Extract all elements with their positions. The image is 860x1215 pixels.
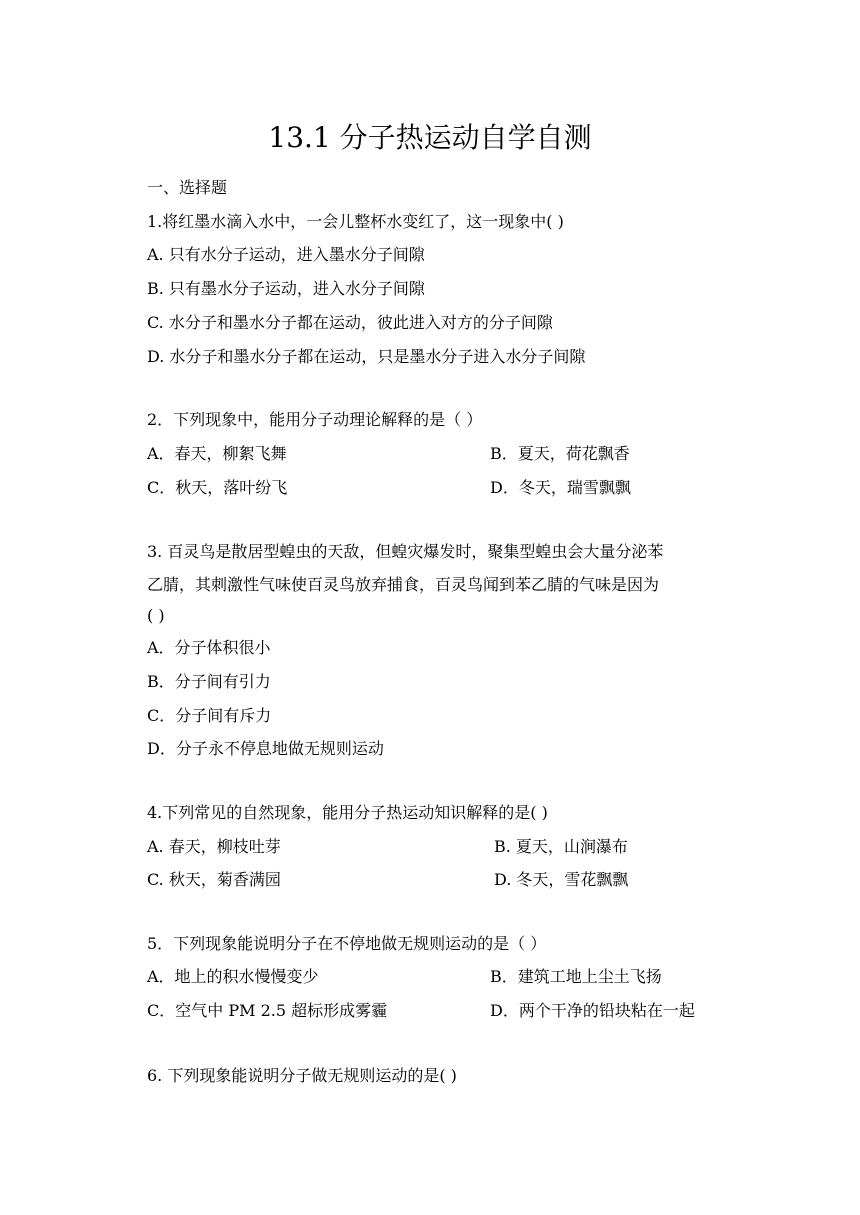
question-5-option-a: A．地上的积水慢慢变少 [147,967,319,986]
page-title: 13.1 分子热运动自学自测 [268,121,592,154]
question-2-stem: 2．下列现象中，能用分子动理论解释的是（ ） [147,410,483,429]
question-3-option-d: D．分子永不停息地做无规则运动 [147,739,384,758]
question-3-option-a: A．分子体积很小 [147,638,271,657]
question-5-option-c: C．空气中 PM 2.5 超标形成雾霾 [147,1001,388,1020]
question-3-option-c: C．分子间有斥力 [147,706,272,725]
question-3-stem-line-1: 3. 百灵鸟是散居型蝗虫的天敌，但蝗灾爆发时，聚集型蝗虫会大量分泌苯 [147,542,664,561]
question-1-option-b: B. 只有墨水分子运动，进入水分子间隙 [147,279,425,298]
question-5-option-d: D．两个干净的铅块粘在一起 [490,1001,695,1020]
question-1-option-d: D. 水分子和墨水分子都在运动，只是墨水分子进入水分子间隙 [147,347,586,366]
question-1-stem: 1.将红墨水滴入水中，一会儿整杯水变红了，这一现象中( ) [147,212,564,231]
question-1-option-a: A. 只有水分子运动，进入墨水分子间隙 [147,245,425,264]
question-2-option-b: B．夏天，荷花飘香 [490,444,630,463]
question-4-option-b: B. 夏天，山涧瀑布 [494,837,628,856]
question-2-option-c: C．秋天，落叶纷飞 [147,478,288,497]
question-2-option-a: A．春天，柳絮飞舞 [147,444,287,463]
question-4-stem: 4.下列常见的自然现象，能用分子热运动知识解释的是( ) [147,803,548,822]
question-4-option-d: D. 冬天，雪花飘飘 [494,870,629,889]
section-heading: 一、选择题 [147,178,228,197]
question-5-option-b: B．建筑工地上尘土飞扬 [490,967,662,986]
question-3-stem-line-2: 乙腈，其刺激性气味使百灵鸟放弃捕食，百灵鸟闻到苯乙腈的气味是因为 [147,575,660,594]
question-6-stem: 6. 下列现象能说明分子做无规则运动的是( ) [147,1066,457,1085]
question-3-option-b: B．分子间有引力 [147,672,271,691]
question-1-option-c: C. 水分子和墨水分子都在运动，彼此进入对方的分子间隙 [147,313,553,332]
question-4-option-c: C. 秋天，菊香满园 [147,870,281,889]
question-2-option-d: D．冬天，瑞雪飘飘 [490,478,631,497]
question-5-stem: 5．下列现象能说明分子在不停地做无规则运动的是（ ） [147,934,547,953]
question-4-option-a: A. 春天，柳枝吐芽 [147,837,281,856]
question-3-stem-line-3: ( ) [147,606,165,625]
